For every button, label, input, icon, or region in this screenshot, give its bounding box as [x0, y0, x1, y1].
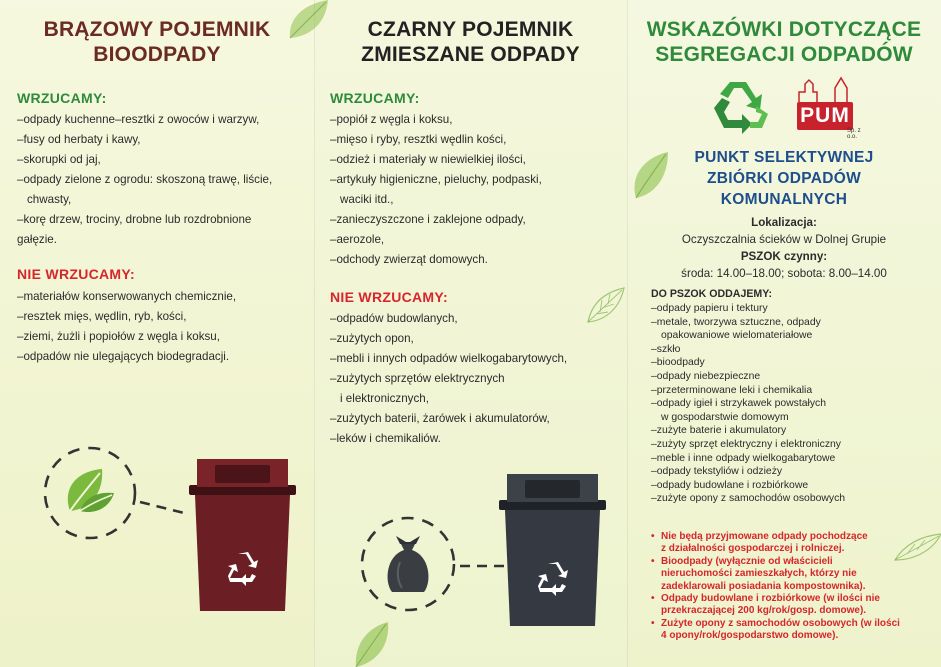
pszok-accepted-item: –bioodpady	[651, 357, 705, 369]
brown-reject-item: –odpadów nie ulegających biodegradacji.	[17, 350, 230, 363]
brown-accept-item: –odpady kuchenne–resztki z owoców i warzyw,	[17, 113, 260, 126]
pszok-note-line: • Odpady budowlane i rozbiórkowe (w ilości nie	[661, 593, 880, 605]
brown-accept-item: chwasty,	[27, 193, 72, 206]
hours-label: PSZOK czynny:	[740, 250, 828, 263]
black-title-line1: CZARNY POJEMNIK	[367, 18, 574, 41]
pszok-title	[627, 147, 941, 210]
black-bin-title	[314, 17, 627, 67]
brown-title-line1: BRĄZOWY POJEMNIK	[43, 18, 271, 41]
pszok-note-line: 4 opony/rok/gospodarstwo domowe).	[661, 630, 839, 642]
pszok-accepted-item: –meble i inne odpady wielkogabarytowe	[651, 452, 836, 464]
location-label: Lokalizacja:	[751, 216, 817, 229]
brown-reject-list	[17, 287, 236, 367]
black-accept-item: waciki itd.,	[340, 193, 394, 206]
pszok-note-line: • Nie będą przyjmowane odpady pochodzące	[661, 531, 868, 542]
fold-line-2	[627, 0, 628, 667]
tips-title-line2: SEGREGACJI ODPADÓW	[655, 43, 913, 66]
brown-accept-item: gałęzie.	[17, 233, 57, 246]
brown-bin	[185, 455, 300, 615]
pszok-accepted-item: –zużyty sprzęt elektryczny i elektroniczny	[651, 438, 841, 450]
black-reject-item: –zużytych sprzętów elektrycznych	[330, 372, 505, 385]
location-value: Oczyszczalnia ścieków w Dolnej Grupie	[681, 233, 887, 246]
black-accept-list	[330, 110, 542, 270]
brown-accept-item: –skorupki od jaj,	[17, 153, 101, 166]
black-accept-item: –mięso i ryby, resztki wędlin kości,	[330, 133, 507, 146]
brown-reject-item: –ziemi, żużli i popiołów z węgla i koksu,	[17, 330, 220, 343]
pszok-note-line: z działalności gospodarczej i rolniczej.	[661, 543, 845, 555]
recycle-logo-icon	[706, 76, 774, 138]
leaf-outline-icon	[584, 286, 626, 326]
brown-bin-title	[0, 17, 314, 67]
leaf-icon	[352, 620, 392, 667]
brown-reject-item: –resztek mięs, wędlin, ryb, kości,	[17, 310, 187, 323]
brown-accept-item: –korę drzew, trociny, drobne lub rozdrobnione	[17, 213, 252, 226]
pszok-accepted-item: –odpady niebezpieczne	[651, 370, 761, 382]
black-reject-item: i elektronicznych,	[340, 392, 429, 405]
black-accept-item: –aerozole,	[330, 233, 385, 246]
pszok-accepted-item: w gospodarstwie domowym	[661, 411, 789, 423]
pszok-accepted-item: –odpady igieł i strzykawek powstałych	[651, 398, 826, 410]
pszok-accepted-list	[651, 302, 845, 506]
pszok-note-line: nieruchomości zamieszkałych, którzy nie	[661, 568, 857, 580]
pszok-accepted-item: –metale, tworzywa sztuczne, odpady	[651, 316, 821, 328]
black-reject-item: –leków i chemikaliów.	[330, 432, 441, 445]
black-accept-item: –zanieczyszczone i zaklejone odpady,	[330, 213, 526, 226]
black-reject-item: –mebli i innych odpadów wielkogabarytowych,	[330, 352, 568, 365]
black-accept-item: –odchody zwierząt domowych.	[330, 253, 488, 266]
brown-title-line2: BIOODPADY	[93, 43, 221, 66]
pszok-accepted-item: –przeterminowane leki i chemikalia	[651, 384, 813, 396]
black-reject-item: –odpadów budowlanych,	[330, 312, 458, 325]
pszok-title-line3: KOMUNALNYCH	[720, 191, 848, 208]
tips-title	[627, 17, 941, 67]
pszok-note-line: zadeklarowali posiadania kompostownika).	[661, 580, 866, 592]
pum-logo-subtext: Sp. z o.o.	[847, 128, 861, 140]
pszok-accepted-item: opakowaniowe wielomateriałowe	[661, 330, 813, 342]
pum-logo-text: PUM	[800, 104, 850, 127]
pszok-accepted-label: DO PSZOK ODDAJEMY:	[651, 288, 773, 300]
pszok-notes-list	[651, 531, 936, 643]
pszok-accepted-item: –zużyte opony z samochodów osobowych	[651, 493, 846, 505]
black-reject-item: –zużytych baterii, żarówek i akumulatorów,	[330, 412, 550, 425]
black-accept-item: –popiół z węgla i koksu,	[330, 113, 453, 126]
black-reject-label: NIE WRZUCAMY:	[330, 289, 448, 305]
pszok-note-line: przekraczającej 200 kg/rok/gosp. domowe).	[661, 605, 867, 617]
trash-bag-icon	[388, 536, 429, 592]
pszok-accepted-item: –szkło	[651, 343, 681, 355]
leaf-circle-icon	[40, 443, 140, 543]
pszok-accepted-item: –odpady budowlane i rozbiórkowe	[651, 479, 809, 491]
brown-reject-label: NIE WRZUCAMY:	[17, 266, 135, 282]
brown-accept-list	[17, 110, 272, 250]
tips-title-line1: WSKAZÓWKI DOTYCZĄCE	[646, 18, 922, 41]
pszok-note-line: • Zużyte opony z samochodów osobowych (w ilości	[661, 617, 900, 629]
black-accept-item: –artykuły higieniczne, pieluchy, podpaski,	[330, 173, 542, 186]
pszok-title-line2: ZBIÓRKI ODPADÓW	[706, 170, 862, 187]
black-title-line2: ZMIESZANE ODPADY	[361, 43, 580, 66]
pszok-note-line: • Bioodpady (wyłącznie od właścicieli	[661, 555, 833, 567]
brown-accept-label: WRZUCAMY:	[17, 90, 107, 106]
fold-line-1	[314, 0, 315, 667]
pszok-note-item	[651, 531, 936, 556]
pszok-accepted-item: –odpady tekstyliów i odzieży	[651, 466, 783, 478]
pszok-note-item	[651, 593, 936, 618]
black-reject-item: –zużytych opon,	[330, 332, 414, 345]
black-accept-label: WRZUCAMY:	[330, 90, 420, 106]
pszok-note-item	[651, 618, 936, 643]
bag-circle-icon	[356, 512, 460, 616]
pszok-accepted-item: –odpady papieru i tektury	[651, 303, 768, 314]
pszok-accepted-item: –zużyte baterie i akumulatory	[651, 425, 787, 437]
black-accept-item: –odzież i materiały w niewielkiej ilości,	[330, 153, 526, 166]
dashed-connector	[138, 498, 190, 518]
brown-accept-item: –odpady zielone z ogrodu: skoszoną trawę, liście,	[17, 173, 273, 186]
black-bin	[495, 470, 610, 630]
pum-logo	[795, 72, 871, 140]
black-reject-list	[330, 309, 567, 449]
brown-reject-item: –materiałów konserwowanych chemicznie,	[17, 290, 237, 303]
hours-value: środa: 14.00–18.00; sobota: 8.00–14.00	[681, 267, 887, 280]
brown-accept-item: –fusy od herbaty i kawy,	[17, 133, 141, 146]
pszok-note-item	[651, 556, 936, 593]
pszok-title-line1: PUNKT SELEKTYWNEJ	[694, 149, 874, 166]
